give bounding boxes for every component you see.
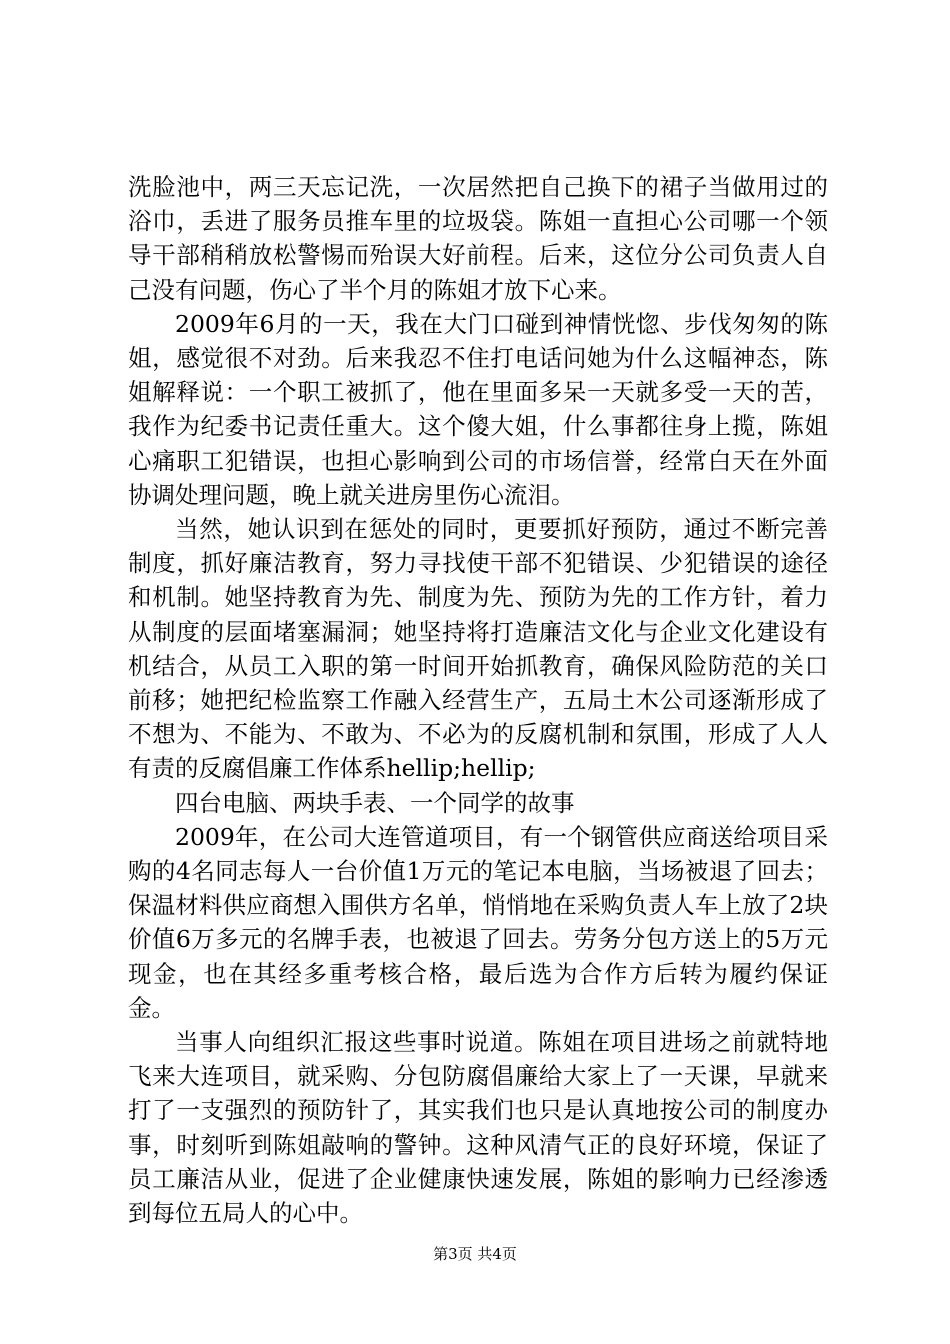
paragraph-5: 当事人向组织汇报这些事时说道。陈姐在项目进场之前就特地飞来大连项目，就采购、分包防腐倡廉给大家上了一天课，早就来打了一支强烈的预防针了，其实我们也只是认真地按公司的制度办事，时刻听到陈姐敲响的警钟。这种风清气正的良好环境，保证了员工廉洁从业，促进了企业健康快速发展，陈姐的影响力已经渗透到每位五局人的心中。: [128, 1028, 828, 1228]
paragraph-3: 当然，她认识到在惩处的同时，更要抓好预防，通过不断完善制度，抓好廉洁教育，努力寻找使干部不犯错误、少犯错误的途径和机制。她坚持教育为先、制度为先、预防为先的工作方针，着力从制度的层面堵塞漏洞；她坚持将打造廉洁文化与企业文化建设有机结合，从员工入职的第一时间开始抓教育，确保风险防范的关口前移；她把纪检监察工作融入经营生产，五局土木公司逐渐形成了不想为、不能为、不敢为、不必为的反腐机制和氛围，形成了人人有责的反腐倡廉工作体系hellip;hellip;: [128, 515, 828, 783]
paragraph-1: 洗脸池中，两三天忘记洗，一次居然把自己换下的裙子当做用过的浴巾，丢进了服务员推车里的垃圾袋。陈姐一直担心公司哪一个领导干部稍稍放松警惕而殆误大好前程。后来，这位分公司负责人自己没有问题，伤心了半个月的陈姐才放下心来。: [128, 173, 828, 304]
paragraph-4: 2009年，在公司大连管道项目，有一个钢管供应商送给项目采购的4名同志每人一台价值1万元的笔记本电脑，当场被退了回去；保温材料供应商想入围供方名单，悄悄地在采购负责人车上放了2块价值6万多元的名牌手表，也被退了回去。劳务分包方送上的5万元现金，也在其经多重考核合格，最后选为合作方后转为履约保证金。: [128, 822, 828, 1022]
paragraph-2: 2009年6月的一天，我在大门口碰到神情恍惚、步伐匆匆的陈姐，感觉很不对劲。后来我忍不住打电话问她为什么这幅神态，陈姐解释说：一个职工被抓了，他在里面多呆一天就多受一天的苦，我作为纪委书记责任重大。这个傻大姐，什么事都往身上揽，陈姐心痛职工犯错误，也担心影响到公司的市场信誉，经常白天在外面协调处理问题，晚上就关进房里伤心流泪。: [128, 309, 828, 509]
page-footer: [0, 1244, 950, 1264]
section-heading: 四台电脑、两块手表、一个同学的故事: [175, 788, 575, 817]
document-body: [128, 170, 828, 1230]
page-number: 第3页 共4页: [433, 1245, 517, 1263]
